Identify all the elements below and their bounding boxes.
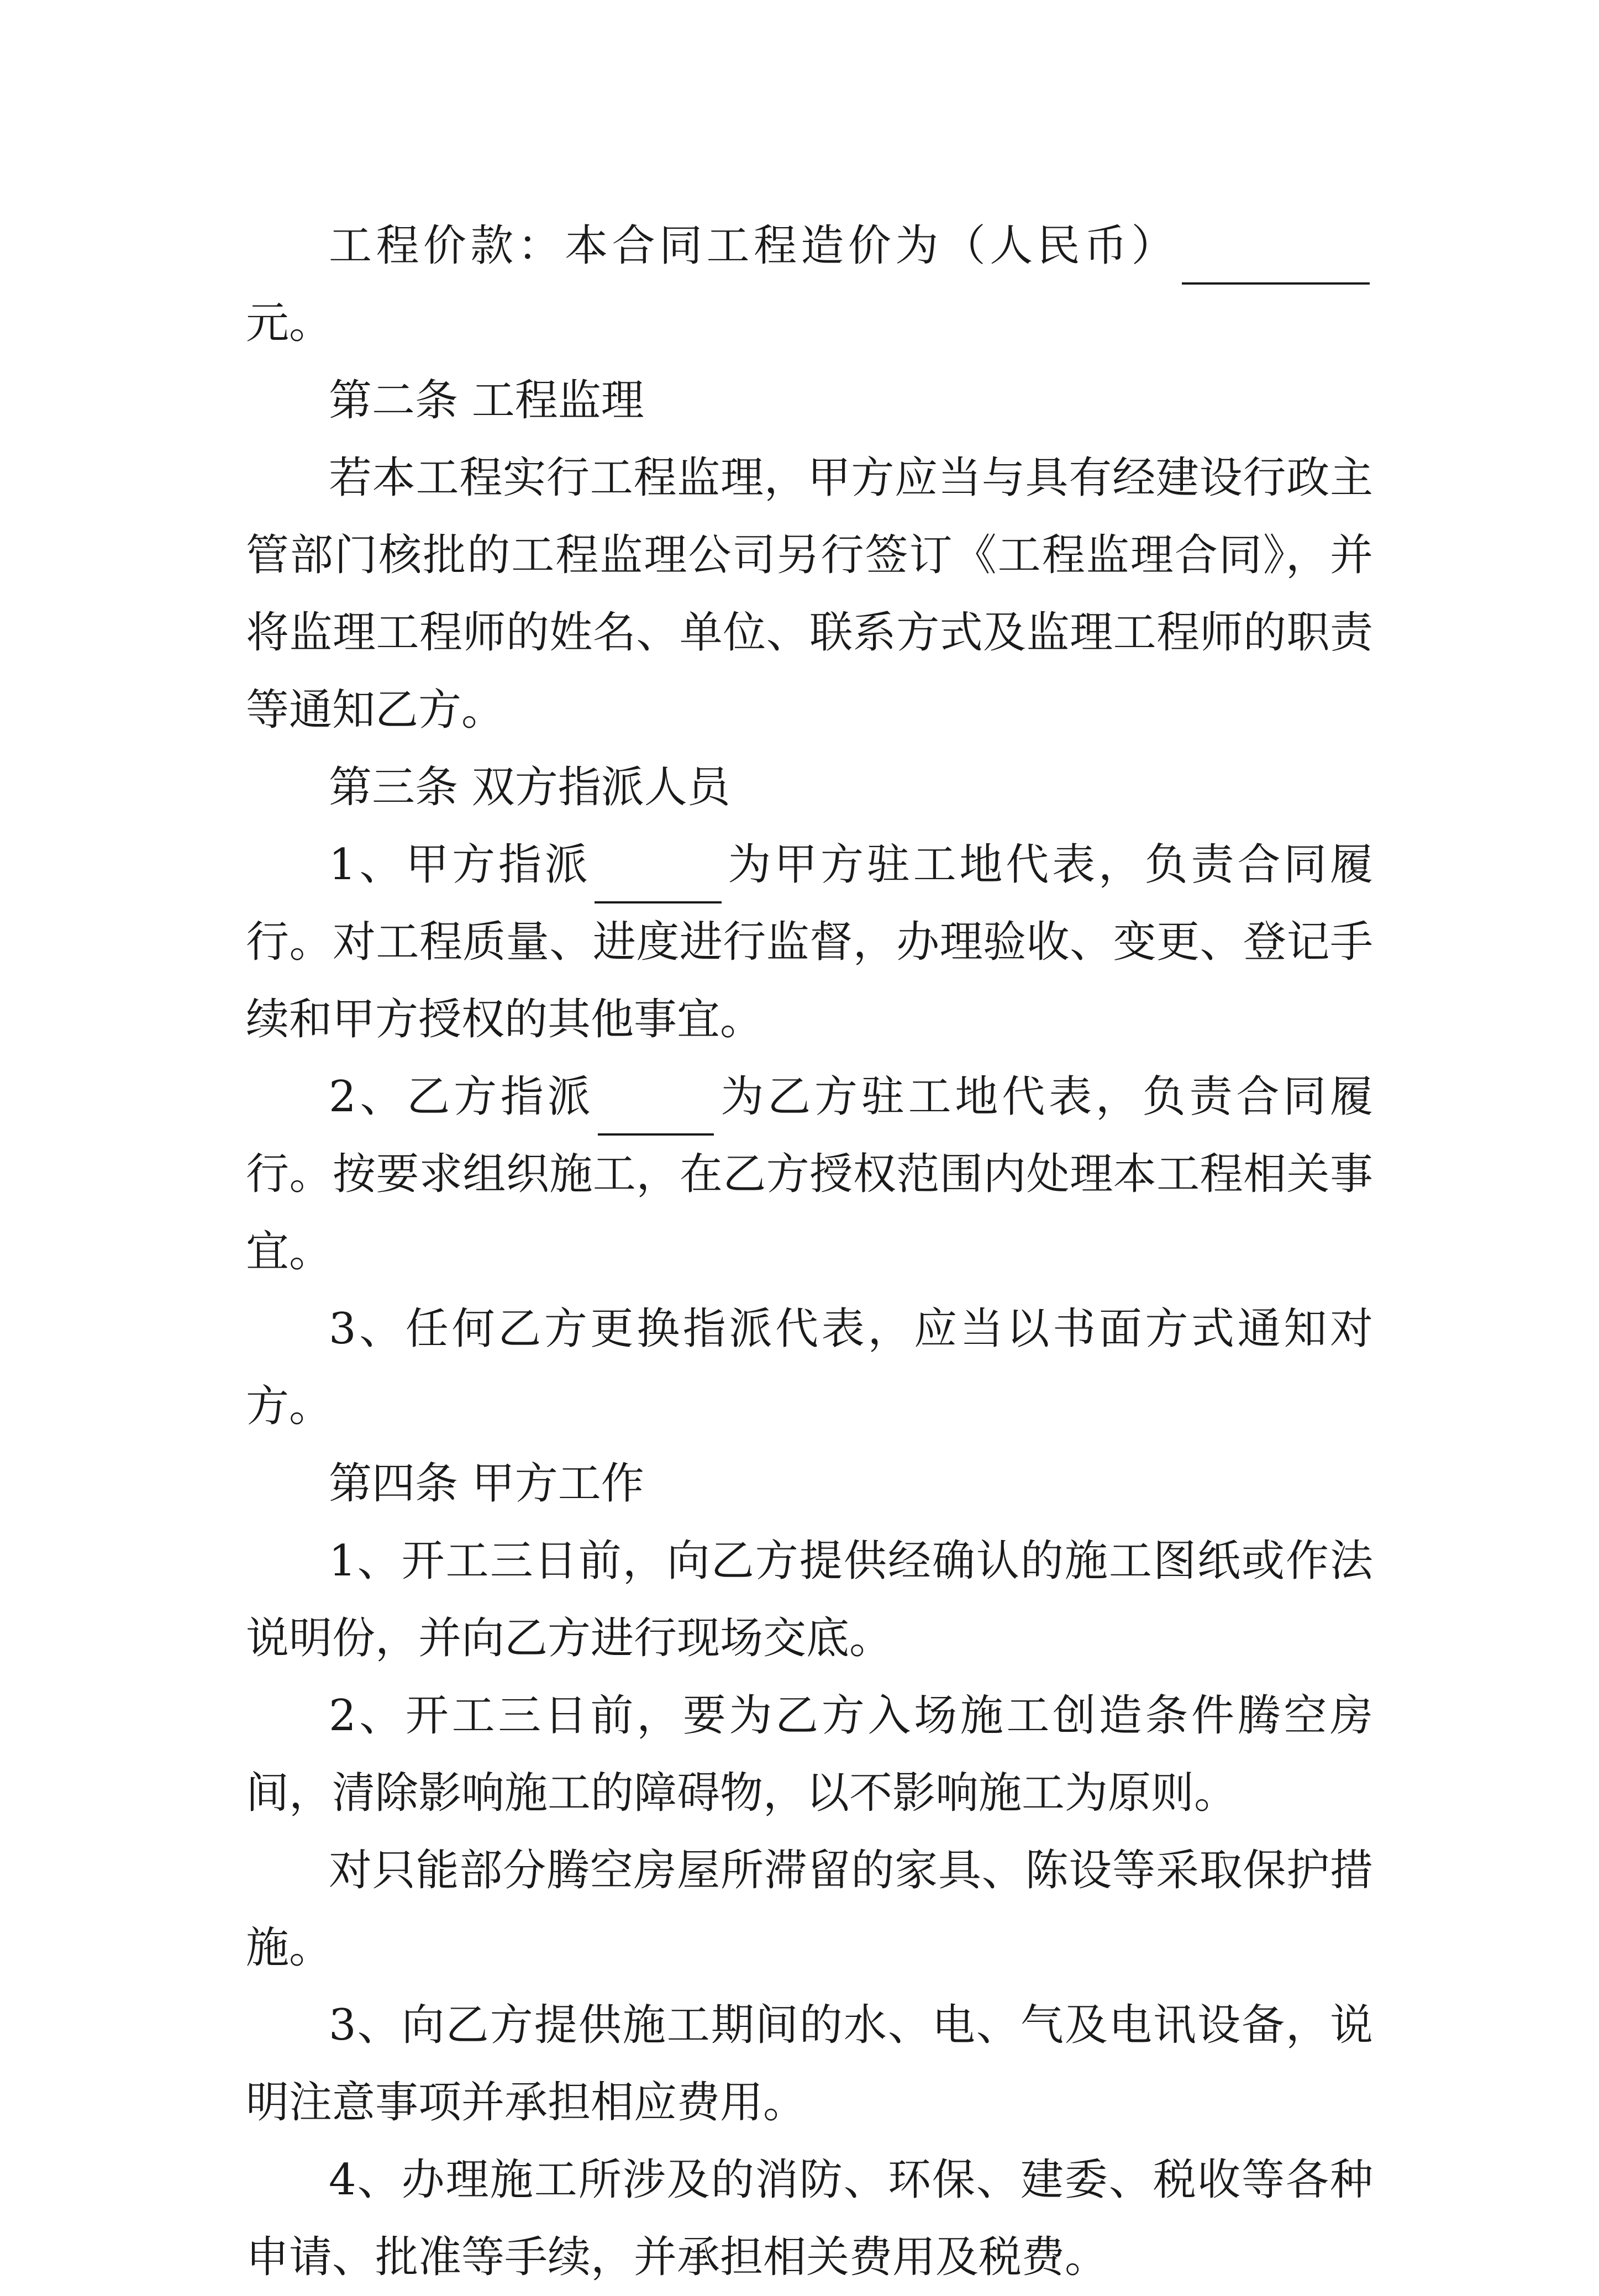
party-a-rep-blank-line <box>595 850 722 903</box>
article-4-title: 第四条 甲方工作 <box>329 1459 644 1509</box>
party-b-rep-blank-line <box>598 1083 714 1136</box>
price-paragraph <box>246 207 1373 362</box>
article-4-item-2: 2、开工三日前，要为乙方入场施工创造条件腾空房间，清除影响施工的障碍物，以不影响施工为原则。 <box>246 1691 1373 1818</box>
article-3-item-2 <box>246 1058 1373 1290</box>
price-text: 工程价款：本合同工程造价为（人民币） <box>329 221 1179 271</box>
document-page <box>246 207 1373 2296</box>
article-4-item-2-note: 对只能部分腾空房屋所滞留的家具、陈设等采取保护措施。 <box>246 1846 1373 1973</box>
article-3-item-3: 3、任何乙方更换指派代表，应当以书面方式通知对方。 <box>246 1304 1373 1431</box>
article-3-item-2-rest: 为乙方驻工地代表，负责合同履行。按要求组织施工，在乙方授权范围内处理本工程相关事宜。 <box>246 1072 1373 1276</box>
article-2-body: 若本工程实行工程监理，甲方应当与具有经建设行政主管部门核批的工程监理公司另行签订《工程监理合同》，并将监理工程师的姓名、单位、联系方式及监理工程师的职责等通知乙方。 <box>246 453 1373 735</box>
article-4-item-1: 1、开工三日前，向乙方提供经确认的施工图纸或作法说明份，并向乙方进行现场交底。 <box>246 1536 1373 1663</box>
article-3-item-1 <box>246 826 1373 1058</box>
article-3-item-2-lead: 2、乙方指派 <box>329 1072 595 1122</box>
article-3-item-1-rest: 为甲方驻工地代表，负责合同履行。对工程质量、进度进行监督，办理验收、变更、登记手续和甲方授权的其他事宜。 <box>246 840 1373 1044</box>
article-4-item-4: 4、办理施工所涉及的消防、环保、建委、税收等各种申请、批准等手续，并承担相关费用及税费。 <box>246 2155 1373 2282</box>
price-blank-line <box>1182 232 1370 285</box>
article-4-item-3: 3、向乙方提供施工期间的水、电、气及电讯设备，说明注意事项并承担相应费用。 <box>246 2000 1373 2127</box>
article-3-item-1-lead: 1、甲方指派 <box>329 840 591 890</box>
article-3-title: 第三条 双方指派人员 <box>329 763 730 812</box>
article-2-title: 第二条 工程监理 <box>329 376 644 425</box>
price-unit: 元。 <box>246 298 333 348</box>
